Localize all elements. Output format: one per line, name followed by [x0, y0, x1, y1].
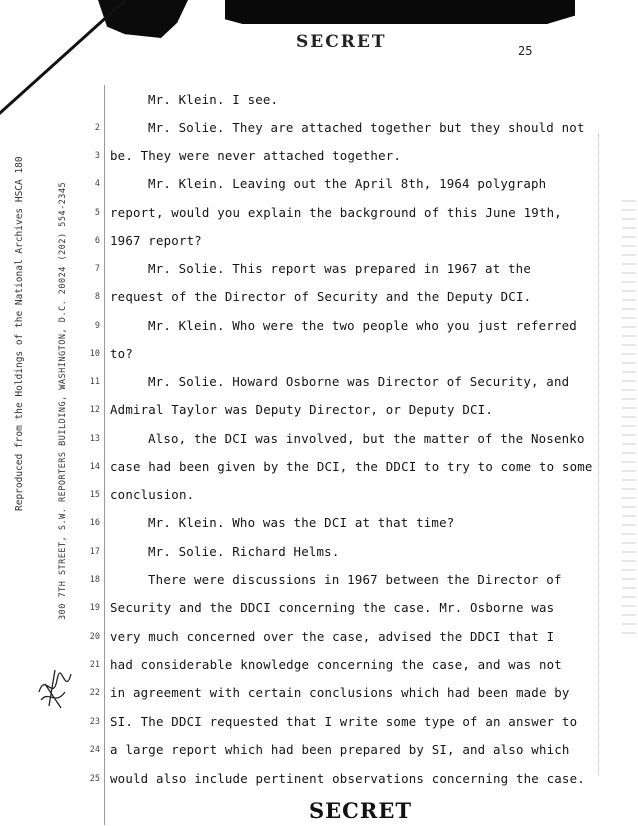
transcript-line: be. They were never attached together.: [110, 148, 402, 163]
line-number: 20: [89, 632, 100, 642]
classification-header: SECRET: [296, 32, 387, 52]
line-number: 10: [89, 349, 100, 359]
line-number: 9: [94, 321, 100, 331]
line-number: 13: [89, 434, 100, 444]
line-number: 21: [89, 660, 100, 670]
transcript-line: There were discussions in 1967 between the Director of: [148, 572, 562, 587]
transcript-line: case had been given by the DCI, the DDCI to try to come to some: [110, 459, 593, 474]
line-number: 7: [94, 264, 100, 274]
line-number: 5: [94, 208, 100, 218]
transcript-line: had considerable knowledge concerning the case, and was not: [110, 657, 562, 672]
line-number: 17: [89, 547, 100, 557]
line-number: 14: [89, 462, 100, 472]
page-number: 25: [518, 44, 533, 58]
archive-margin-note: [14, 92, 32, 522]
transcript-line: Mr. Solie. This report was prepared in 1967 at the: [148, 261, 531, 276]
transcript-line: Mr. Klein. Leaving out the April 8th, 1964 polygraph: [148, 176, 547, 191]
transcript-line: SI. The DDCI requested that I write some type of an answer to: [110, 714, 578, 729]
line-number: 2: [94, 123, 100, 133]
transcript-line: would also include pertinent observations concerning the case.: [110, 771, 585, 786]
transcript-line: report, would you explain the background of this June 19th,: [110, 205, 562, 220]
line-number: 12: [89, 405, 100, 415]
line-number: 16: [89, 518, 100, 528]
transcript-line: very much concerned over the case, advised the DDCI that I: [110, 629, 555, 644]
transcript-line: in agreement with certain conclusions which had been made by: [110, 685, 570, 700]
transcript-line: 1967 report?: [110, 233, 202, 248]
handwritten-initials: [35, 662, 75, 712]
line-number: 22: [89, 688, 100, 698]
transcript-line: Mr. Solie. Howard Osborne was Director of Security, and: [148, 374, 570, 389]
transcript-line: Admiral Taylor was Deputy Director, or Deputy DCI.: [110, 402, 493, 417]
reporter-address-note: [58, 160, 74, 630]
line-number: 15: [89, 490, 100, 500]
right-margin-rule: [598, 135, 600, 775]
address-note-text: 300 7TH STREET, S.W. REPORTERS BUILDING, WASHINGTON, D.C. 20024 (202) 554-2345: [58, 181, 68, 620]
archive-note-text: Reproduced from the Holdings of the National Archives HSCA 180: [14, 156, 25, 511]
redaction-bar: [225, 0, 575, 24]
scan-noise: [622, 200, 636, 640]
line-number: 3: [94, 151, 100, 161]
line-number: 4: [94, 179, 100, 189]
transcript-line: Mr. Klein. Who were the two people who you just referred: [148, 318, 577, 333]
classification-footer: SECRET: [309, 798, 412, 823]
line-number: 19: [89, 603, 100, 613]
transcript-line: Mr. Klein. Who was the DCI at that time?: [148, 515, 455, 530]
transcript-line: Mr. Klein. I see.: [148, 92, 279, 107]
transcript-line: a large report which had been prepared by SI, and also which: [110, 742, 570, 757]
transcript-line: Security and the DDCI concerning the case. Mr. Osborne was: [110, 600, 555, 615]
line-number: 25: [89, 774, 100, 784]
line-number: 11: [89, 377, 100, 387]
transcript-line: Mr. Solie. They are attached together but they should not: [148, 120, 585, 135]
transcript-line: conclusion.: [110, 487, 195, 502]
line-number: 23: [89, 717, 100, 727]
transcript-line: request of the Director of Security and the Deputy DCI.: [110, 289, 532, 304]
transcript-line: Also, the DCI was involved, but the matter of the Nosenko: [148, 431, 585, 446]
line-number: 6: [94, 236, 100, 246]
transcript-line: to?: [110, 346, 133, 361]
line-number: 8: [94, 292, 100, 302]
transcript-line: Mr. Solie. Richard Helms.: [148, 544, 340, 559]
line-number: 24: [89, 745, 100, 755]
line-number: 18: [89, 575, 100, 585]
scan-blot: [98, 0, 188, 38]
left-margin-rule: [104, 85, 105, 825]
